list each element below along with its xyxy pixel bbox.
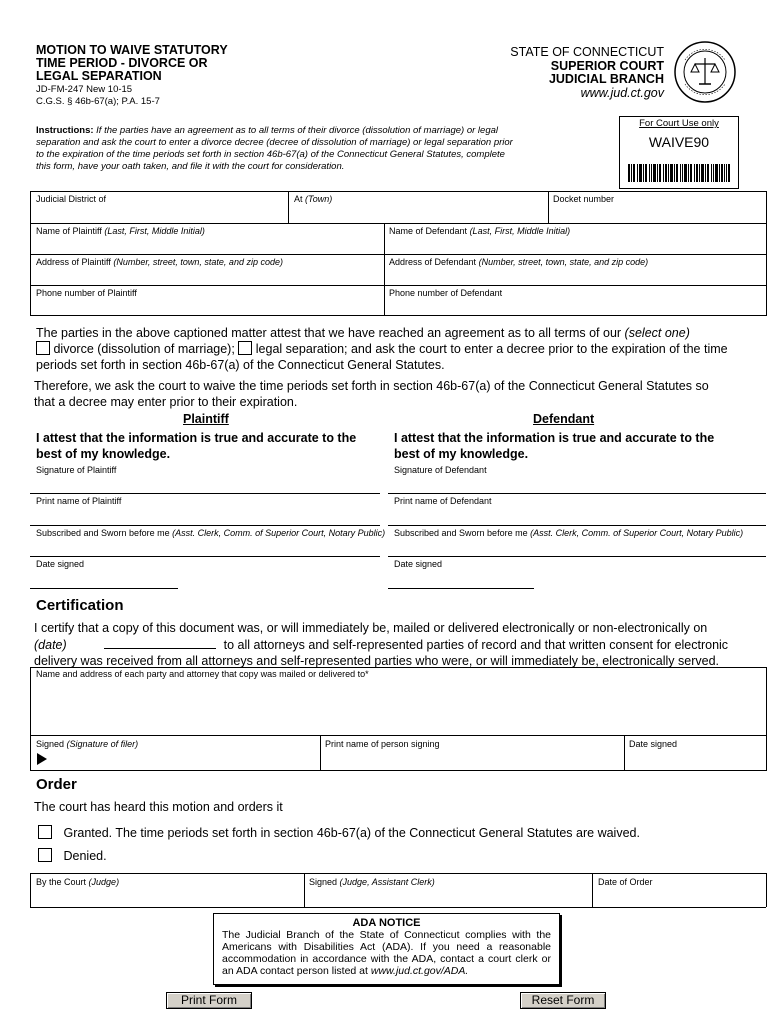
plaintiff-address-field[interactable]: Address of Plaintiff (Number, street, town, state, and zip code) — [36, 257, 283, 267]
by-the-court-field[interactable]: By the Court (Judge) — [36, 877, 120, 887]
ada-link[interactable]: www.jud.ct.gov/ADA. — [370, 965, 469, 977]
rule — [388, 525, 766, 526]
plaintiff-signature-field[interactable]: Signature of Plaintiff — [36, 465, 117, 475]
rule — [30, 907, 766, 908]
defendant-signature-field[interactable]: Signature of Defendant — [394, 465, 487, 475]
rule — [766, 873, 767, 907]
barcode — [628, 164, 730, 182]
plaintiff-phone-field[interactable]: Phone number of Plaintiff — [36, 288, 137, 298]
certification-date-field[interactable] — [104, 636, 216, 649]
defendant-phone-field[interactable]: Phone number of Defendant — [389, 288, 503, 298]
date-of-order-field[interactable]: Date of Order — [598, 877, 653, 887]
defendant-heading: Defendant — [533, 412, 595, 426]
order-signed-field[interactable]: Signed (Judge, Assistant Clerk) — [309, 877, 435, 887]
rule — [30, 556, 380, 557]
ada-notice: ADA NOTICE The Judicial Branch of the State of Connecticut complies with the Americans with Disabilities Act (ADA). If you need a reasonable accommodation in accordance with the ADA, contact a court clerk or an ADA contact person listed at www.jud.ct.gov/ADA. — [213, 913, 560, 985]
court-header: STATE OF CONNECTICUT SUPERIOR COURT JUDICIAL BRANCH www.jud.ct.gov — [510, 45, 664, 100]
denied-option: Denied. — [38, 848, 107, 864]
order-heading: Order — [36, 776, 77, 793]
town-field[interactable]: At (Town) — [294, 194, 333, 204]
court-use-box: For Court Use only WAIVE90 — [619, 116, 739, 189]
rule — [30, 873, 31, 907]
plaintiff-attest-statement: I attest that the information is true and accurate to the best of my knowledge. — [36, 431, 357, 461]
rule — [30, 223, 766, 224]
form-code: WAIVE90 — [648, 134, 710, 150]
rule — [624, 735, 625, 771]
rule — [30, 770, 766, 771]
judicial-district-field[interactable]: Judicial District of — [36, 194, 107, 204]
rule — [388, 588, 534, 589]
plaintiff-heading: Plaintiff — [183, 412, 229, 426]
attestation-text: The parties in the above captioned matter attest that we have reached an agreement as to all terms of our (select one) divorce (dissolution of marriage); legal separation; and ask the court to enter a decree prior to the expiration of the time periods set forth in section 46b-67(a) of the Connecticut General Statutes. — [36, 326, 728, 372]
certification-heading: Certification — [36, 597, 124, 614]
defendant-sworn-field[interactable]: Subscribed and Sworn before me (Asst. Clerk, Comm. of Superior Court, Notary Public) — [394, 528, 744, 538]
reset-form-button[interactable]: Reset Form — [520, 992, 606, 1009]
rule — [30, 873, 766, 874]
order-intro: The court has heard this motion and orders it — [34, 800, 283, 814]
rule — [30, 191, 766, 192]
form-title: MOTION TO WAIVE STATUTORY TIME PERIOD - DIVORCE OR LEGAL SEPARATION — [36, 43, 228, 83]
plaintiff-print-name-field[interactable]: Print name of Plaintiff — [36, 496, 122, 506]
rule — [320, 735, 321, 771]
rule — [592, 873, 593, 907]
rule — [30, 735, 766, 736]
defendant-attest-statement: I attest that the information is true and accurate to the best of my knowledge. — [394, 431, 715, 461]
denied-checkbox[interactable] — [38, 848, 52, 862]
filer-signature-field[interactable]: Signed (Signature of filer) — [36, 739, 139, 749]
certification-text: I certify that a copy of this document was, or will immediately be, mailed or delivered electronically or non-electronically on (date) to all attorneys and self-represented parties of record and that written consent for electronic delivery was received from all attorneys and self-represented parties who were, or will immediately be, electronically served. — [34, 621, 729, 668]
granted-checkbox[interactable] — [38, 825, 52, 839]
rule — [388, 556, 766, 557]
rule — [30, 285, 766, 286]
rule — [30, 588, 178, 589]
rule — [548, 191, 549, 224]
rule — [30, 493, 380, 494]
divorce-checkbox[interactable] — [36, 341, 50, 355]
legal-separation-checkbox[interactable] — [238, 341, 252, 355]
rule — [388, 493, 766, 494]
granted-option: Granted. The time periods set forth in section 46b-67(a) of the Connecticut General Statutes are waived. — [38, 825, 640, 841]
rule — [766, 191, 767, 316]
rule — [384, 223, 385, 316]
instructions: Instructions: If the parties have an agreement as to all terms of their divorce (dissolution of marriage) or legal separation and ask the court to enter a divorce decree (decree of dissolution of marriage) or legal separation prior to the expiration of the time periods set forth in section 46b-67(a) of the Connecticut General Statutes, complete this form, have your oath taken, and file it with the court for consideration. — [36, 125, 513, 172]
plaintiff-date-signed-field[interactable]: Date signed — [36, 559, 85, 569]
print-form-button[interactable]: Print Form — [166, 992, 252, 1009]
plaintiff-sworn-field[interactable]: Subscribed and Sworn before me (Asst. Clerk, Comm. of Superior Court, Notary Public) — [36, 528, 386, 538]
rule — [304, 873, 305, 907]
rule — [766, 667, 767, 771]
therefore-text: Therefore, we ask the court to waive the time periods set forth in section 46b-67(a) of the Connecticut General Statutes so that a decree may enter prior to their expiration. — [34, 379, 709, 409]
rule — [30, 667, 766, 668]
defendant-date-signed-field[interactable]: Date signed — [394, 559, 443, 569]
name-and-address-field[interactable]: Name and address of each party and attorney that copy was mailed or delivered to* — [36, 669, 369, 679]
docket-number-field[interactable]: Docket number — [553, 194, 615, 204]
rule — [30, 315, 766, 316]
defendant-print-name-field[interactable]: Print name of Defendant — [394, 496, 492, 506]
print-name-signing-field[interactable]: Print name of person signing — [325, 739, 440, 749]
rule — [288, 191, 289, 224]
form-number-block: JD-FM-247 New 10-15 C.G.S. § 46b-67(a); P.A. 15-7 — [36, 84, 160, 107]
defendant-address-field[interactable]: Address of Defendant (Number, street, town, state, and zip code) — [389, 257, 649, 267]
plaintiff-name-field[interactable]: Name of Plaintiff (Last, First, Middle Initial) — [36, 226, 205, 236]
state-seal-icon — [673, 40, 737, 104]
sign-here-arrow-icon — [37, 753, 47, 765]
certification-date-signed-field[interactable]: Date signed — [629, 739, 678, 749]
defendant-name-field[interactable]: Name of Defendant (Last, First, Middle Initial) — [389, 226, 571, 236]
rule — [30, 254, 766, 255]
rule — [30, 667, 31, 771]
rule — [30, 525, 380, 526]
